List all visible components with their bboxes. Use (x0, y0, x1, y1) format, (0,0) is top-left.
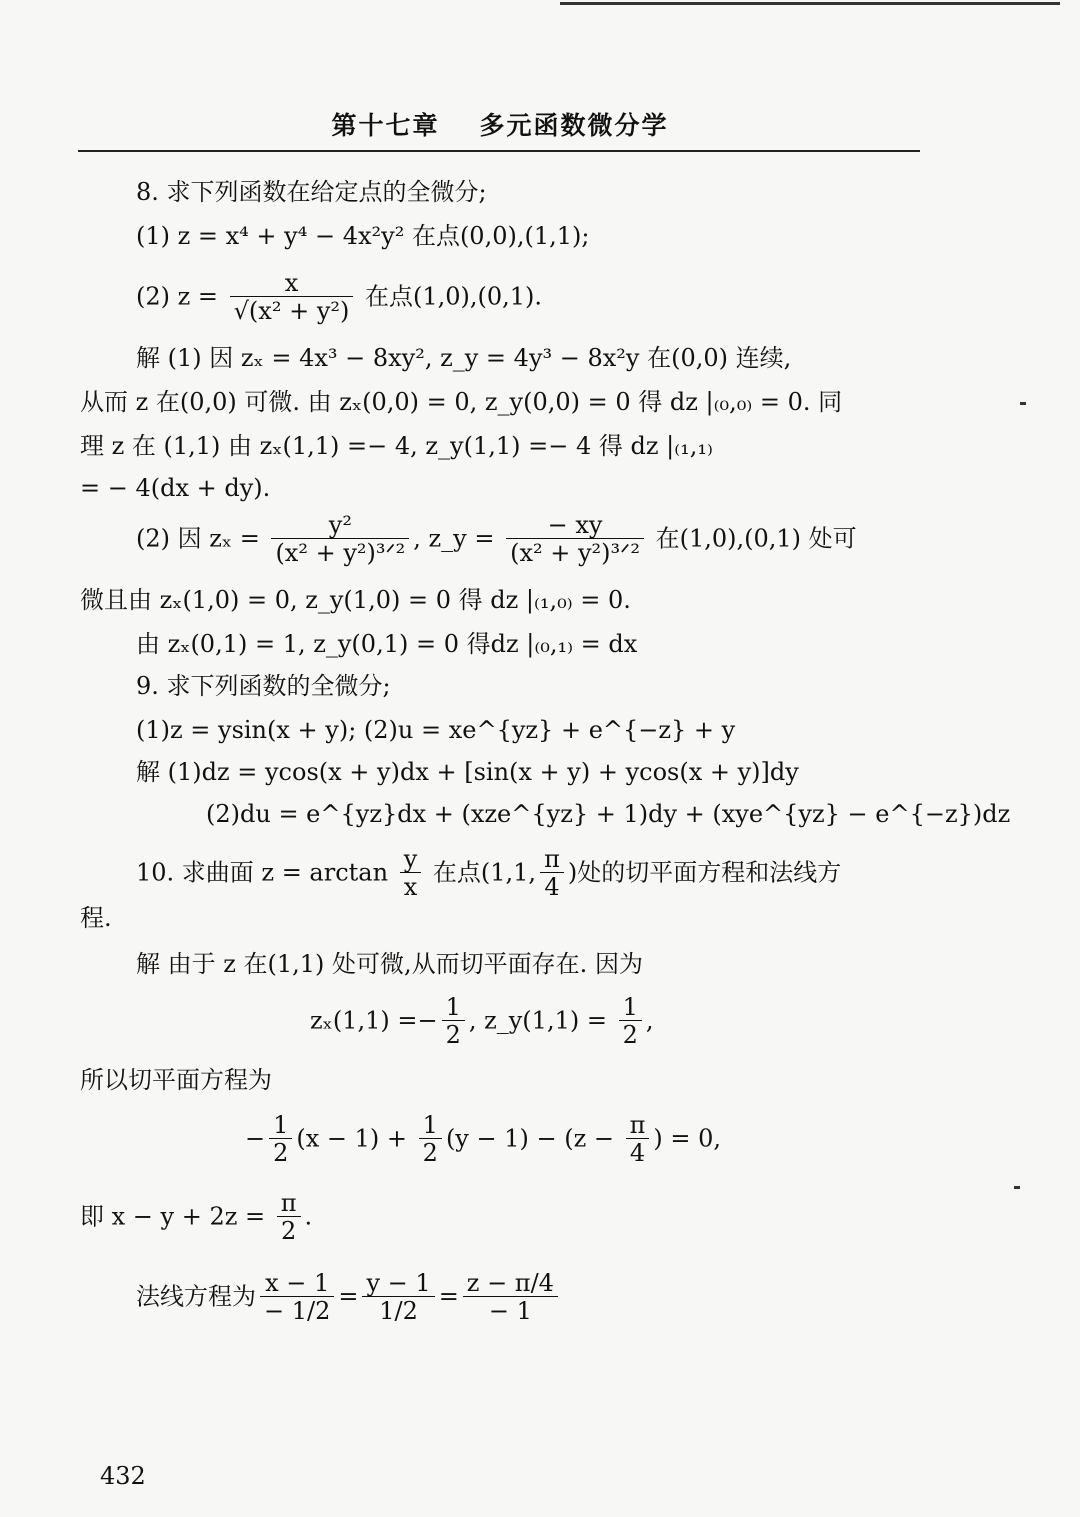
pi-over-4-fraction: $\frac{\pi}{4}$ (540, 846, 564, 902)
q9-problem: (1)z = ysin(x + y); (2)u = xe^{yz} + e^{−z} + y (136, 716, 736, 744)
q8-solution-line1: 解 (1) 因 zₓ = 4x³ − 8xy², z_y = 4y³ − 8x²y 在(0,0) 连续, (136, 344, 792, 372)
partial-derivative-values: zₓ(1,1) =− $\frac{1}{2}$ , z_y(1,1) = $\frac{1}{2}$ , (310, 993, 654, 1050)
page-number: 432 (100, 1462, 146, 1490)
q8-solution2-line3: 由 zₓ(0,1) = 1, z_y(0,1) = 0 得dz |₍₀,₁₎ = dx (136, 630, 638, 658)
q8-title: 8. 求下列函数在给定点的全微分; (136, 178, 487, 206)
y-over-x-fraction: $\frac{y}{x}$ (400, 846, 422, 902)
normal-line-equation: 法线方程为 $\frac{x - 1}{- 1/2}$ = $\frac{y - 1}{1/2}$ = $\frac{z - \pi/4}{- 1}$ (136, 1270, 562, 1326)
q8-solution-line4: = − 4(dx + dy). (80, 474, 271, 502)
q8-solution2-line1: (2) 因 zₓ = $\frac{\text{y²}}{\text{(x² + y²)³ᐟ²}}$ , z_y = $\frac{- xy}{\text{(x² + y²)³ᐟ²}}$ 在(1,0),(0,1) 处可 (136, 511, 857, 568)
running-header (0, 106, 1000, 142)
tangent-plane-equation: − $\frac{1}{2}$ (x − 1) + $\frac{1}{2}$ (y − 1) − (z − $\frac{\pi}{4}$ ) = 0, (245, 1111, 722, 1168)
scan-edge-line (560, 2, 1060, 5)
q10-title: 10. 求曲面 z = arctan $\frac{y}{x}$ 在点(1,1, $\frac{\pi}{4}$ )处的切平面方程和法线方 (136, 845, 842, 902)
zx-fraction: $\frac{\text{y²}}{\text{(x² + y²)³ᐟ²}}$ (271, 512, 409, 568)
q9-solution1: 解 (1)dz = ycos(x + y)dx + [sin(x + y) + ycos(x + y)]dy (136, 758, 799, 786)
q10-title-cont: 程. (80, 904, 112, 932)
q8-part1: (1) z = x⁴ + y⁴ − 4x²y² 在点(0,0),(1,1); (136, 222, 590, 250)
tangent-plane-label: 所以切平面方程为 (80, 1066, 272, 1094)
q8-part2: (2) z = $\frac{x}{\text{√(x² + y²)}}$ 在点(1,0),(0,1). (136, 269, 543, 326)
q9-solution2: (2)du = e^{yz}dx + (xze^{yz} + 1)dy + (xye^{yz} − e^{−z})dz (206, 800, 1011, 828)
scan-speck (1020, 402, 1026, 405)
q9-title: 9. 求下列函数的全微分; (136, 672, 391, 700)
chapter-label: 第十七章 (331, 111, 440, 140)
scan-speck (1014, 1186, 1020, 1189)
q8-part2-fraction: $\frac{x}{\text{√(x² + y²)}}$ (230, 270, 354, 326)
chapter-title: 多元函数微分学 (479, 111, 669, 140)
header-rule (78, 150, 920, 152)
q8-solution-line2: 从而 z 在(0,0) 可微. 由 zₓ(0,0) = 0, z_y(0,0) = 0 得 dz |₍₀,₀₎ = 0. 同 (80, 388, 843, 416)
zy-fraction: $\frac{- xy}{\text{(x² + y²)³ᐟ²}}$ (506, 512, 644, 568)
q10-solution-intro: 解 由于 z 在(1,1) 处可微,从而切平面存在. 因为 (136, 950, 643, 978)
q8-solution-line3: 理 z 在 (1,1) 由 zₓ(1,1) =− 4, z_y(1,1) =− 4 得 dz |₍₁,₁₎ (80, 432, 713, 460)
q8-solution2-line2: 微且由 zₓ(1,0) = 0, z_y(1,0) = 0 得 dz |₍₁,₀₎ = 0. (80, 586, 631, 614)
simplified-plane-equation: 即 x − y + 2z = $\frac{\pi}{2}$ . (80, 1189, 313, 1246)
